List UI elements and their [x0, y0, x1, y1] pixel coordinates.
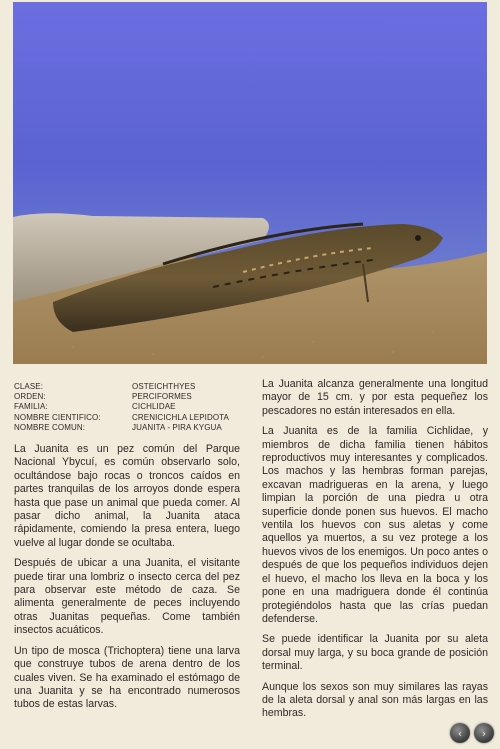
paragraph: Aunque los sexos son muy similares las rayas de la aleta dorsal y anal son más largas en las hembras. — [262, 680, 488, 720]
taxonomy-label: CLASE: — [14, 382, 44, 391]
taxonomy-row — [14, 402, 229, 412]
taxonomy-value: CRENICICHLA LEPIDOTA — [132, 412, 229, 422]
fish-photo — [13, 2, 487, 364]
taxonomy-label: ORDEN: — [14, 392, 46, 402]
taxonomy-value: OSTEICHTHYES — [132, 382, 196, 391]
left-column — [14, 378, 240, 719]
article-text-area — [0, 364, 500, 749]
paragraph: Un tipo de mosca (Trichoptera) tiene una larva que construye tubos de arena dentro de los cuales viven. Se ha examinado el estómago de una Juanita y se ha encontrado numerosos tubos de estas larvas. — [14, 644, 240, 711]
taxonomy-row — [14, 382, 229, 392]
taxonomy-row — [14, 392, 229, 402]
paragraph: Se puede identificar la Juanita por su aleta dorsal muy larga, y su boca grande de posición terminal. — [262, 633, 488, 673]
next-page-button[interactable]: › — [474, 723, 494, 743]
paragraph: La Juanita es de la familia Cichlidae, y miembros de dicha familia tienen hábitos reproductivos muy interesantes y complicados. Los machos y las hembras forman parejas, excavan madrigueras en la arena, y luego limpian la porción de una piedra u otra superficie donde ponen sus huevos. El macho ventila los huevos con sus aletas y come aquellos ya muertos, a su vez protege a los huevos vivos de los enemigos. Un poco antes o después de que los pequeños individuos dejen el huevo, el macho los lleva en la boca y los pone en una madriguera donde él continúa protegiéndolos hasta que las crías puedan defenderse. — [262, 425, 488, 625]
previous-page-button[interactable]: ‹ — [450, 723, 470, 743]
taxonomy-label: NOMBRE COMUN: — [14, 422, 86, 432]
taxonomy-value: JUANITA - PIRA KYGUA — [132, 422, 222, 432]
taxonomy-table — [14, 382, 229, 433]
taxonomy-value: PERCIFORMES — [132, 392, 192, 402]
right-column — [262, 378, 488, 728]
paragraph: La Juanita es un pez común del Parque Nacional Ybycuí, es común observarlo solo, ocultándose bajo rocas o troncos caídos en partes tranquilas de los arroyos donde espera hasta que pase un animal que pueda comer. Al pasar dicho animal, la Juanita ataca rápidamente, comiendo la presa entera, luego vuelve al lugar donde se ocultaba. — [14, 443, 240, 549]
paragraph: La Juanita alcanza generalmente una longitud mayor de 15 cm. y por esta pequeñez los pescadores no están interesados en ella. — [262, 378, 488, 417]
paragraph: Después de ubicar a una Juanita, el visitante puede tirar una lombriz o insecto cerca del pez para observar este método de caza. Se alimenta generalmente de peces incluyendo otras Juanitas pequeñas. Come también insectos acuáticos. — [14, 557, 240, 637]
taxonomy-label: NOMBRE CIENTIFICO: — [14, 412, 101, 422]
taxonomy-value: CICHLIDAE — [132, 402, 176, 412]
taxonomy-row — [14, 423, 229, 433]
taxonomy-label: FAMILIA: — [14, 402, 48, 412]
page-navigation — [450, 723, 494, 743]
fish-illustration — [13, 2, 487, 364]
taxonomy-row — [14, 413, 229, 423]
